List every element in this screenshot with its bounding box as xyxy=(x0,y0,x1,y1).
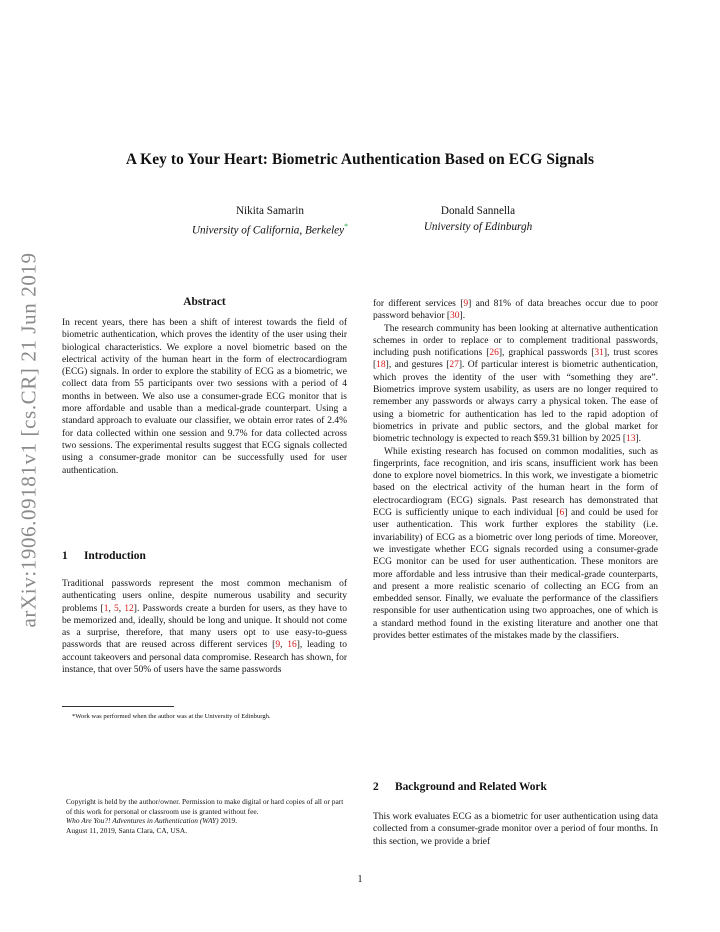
citation-link[interactable]: 13 xyxy=(626,434,636,445)
citation-link[interactable]: 31 xyxy=(594,348,604,359)
affiliation-footnote-mark[interactable]: * xyxy=(344,222,349,231)
author-1-name: Nikita Samarin xyxy=(235,205,305,217)
author-2 xyxy=(392,203,564,235)
section-1-heading: 1 Introduction xyxy=(62,550,146,562)
arxiv-stamp: arXiv:1906.09181v1 [cs.CR] 21 Jun 2019 xyxy=(16,252,41,628)
citation-link[interactable]: 30 xyxy=(450,311,460,322)
intro-paragraph-2: The research community has been looking at alternative authentication schemes in order to replace or to complement traditional passwords, including push notifications [26], graphical passwords [31], trust scores [18], and gestures [27]. Of particular interest is biometric authentication, which proves the identity of the user with “something they are”. Biometrics improve system usability, as users are no longer required to remember any passwords or always carry a physical token. The ease of using a biometric for authentication has led to the rapid adoption of biometrics in private and public sectors, and the global market for biometric technology is expected to reach $59.31 billion by 2025 [13]. xyxy=(373,323,658,445)
copyright-notice xyxy=(66,797,351,835)
footnote-rule xyxy=(62,706,174,707)
citation-link[interactable]: 9 xyxy=(463,299,469,309)
author-1-affiliation: University of California, Berkeley* xyxy=(191,222,349,237)
author-2-name: Donald Sannella xyxy=(440,205,516,217)
intro-paragraph-1: Traditional passwords represent the most common mechanism of authenticating users online, despite numerous usability and security problems [1, 5, 12]. Passwords create a burden for users, as they have to be memorized and, ideally, should be long and unique. It should not come as a surprise, therefore, that many users opt to use easy-to-guess passwords that are reused across different services [9, 16], leading to account takeovers and personal data compromise. Research has shown, for instance, that over 50% of users have the same passwords xyxy=(62,579,348,676)
paper-title: A Key to Your Heart: Biometric Authentication Based on ECG Signals xyxy=(125,151,595,168)
author-1 xyxy=(170,203,370,239)
background-paragraph-1: This work evaluates ECG as a biometric for user authentication using data collected from a consumer-grade monitor over a period of four months. In this section, we provide a brief xyxy=(373,812,658,847)
citation-link[interactable]: 26 xyxy=(489,348,499,359)
right-column-text xyxy=(373,298,658,642)
citation-link[interactable]: 12 xyxy=(124,603,134,614)
citation-link[interactable]: 1 xyxy=(103,603,109,614)
author-2-affiliation: University of Edinburgh xyxy=(423,221,533,233)
intro-paragraph-1-continued: for different services [9] and 81% of data breaches occur due to poor password behavior [30]. xyxy=(373,299,658,322)
abstract-heading: Abstract xyxy=(183,296,226,308)
citation-link[interactable]: 6 xyxy=(559,508,565,519)
copyright-text: Copyright is held by the author/owner. Permission to make digital or hard copies of all or part of this work for personal or classroom use is granted without fee. xyxy=(66,797,344,816)
intro-paragraph-3: While existing research has focused on common modalities, such as fingerprints, face recognition, and iris scans, insufficient work has been done to explore novel biometrics. In this work, we investigate a biometric based on the electrical activity of the human heart in the form of electrocardiogram (ECG) signals. Past research has demonstrated that ECG is sufficiently unique to each individual [6] and could be used for user authentication. This work further explores the stability (i.e. invariability) of ECG as a biometric over long periods of time. Moreover, we investigate whether ECG signals recorded using a consumer-grade ECG monitor can be used for user authentication. These monitors are more affordable and less intrusive than their medical-grade counterparts, and present a more realistic scenario of collecting an ECG from an embedded sensor. Finally, we evaluate the performance of the classifiers responsible for user authentication using two approaches, one of which is a standard method found in the existing literature and another one that provides better estimates of the mistakes made by the classifiers. xyxy=(373,446,658,642)
citation-link[interactable]: 27 xyxy=(449,360,459,371)
page-number: 1 xyxy=(357,874,363,885)
abstract-text xyxy=(62,317,347,477)
venue-date: August 11, 2019, Santa Clara, CA, USA. xyxy=(66,825,188,835)
citation-link[interactable]: 18 xyxy=(376,360,386,371)
citation-link[interactable]: 16 xyxy=(287,640,297,651)
citation-link[interactable]: 9 xyxy=(275,640,281,651)
intro-text xyxy=(62,578,347,676)
citation-link[interactable]: 5 xyxy=(114,603,119,614)
abstract-paragraph: In recent years, there has been a shift of interest towards the field of biometric authentication, which proves the identity of the user using their biological characteristics. We explore a novel biometric based on the electrical activity of the human heart in the form of electrocardiogram (ECG) signals. In order to explore the stability of ECG as a biometric, we collect data from 55 participants over two sessions with a period of 4 months in between. We also use a consumer-grade ECG monitor that is more affordable and usable than a medical-grade counterpart. Using a standard approach to evaluate our classifier, we obtain error rates of 2.4% for data collected within one session and 9.7% for data collected across two sessions. The experimental results suggest that ECG signals collected using a consumer-grade monitor can be successfully used for user authentication. xyxy=(62,318,347,476)
footnote: *Work was performed when the author was at the University of Edinburgh. xyxy=(72,713,271,720)
venue-line: Who Are You?! Adventures in Authentication (WAY) 2019. xyxy=(66,816,238,826)
section-2-text xyxy=(373,811,658,848)
section-2-heading: 2 Background and Related Work xyxy=(373,781,547,793)
